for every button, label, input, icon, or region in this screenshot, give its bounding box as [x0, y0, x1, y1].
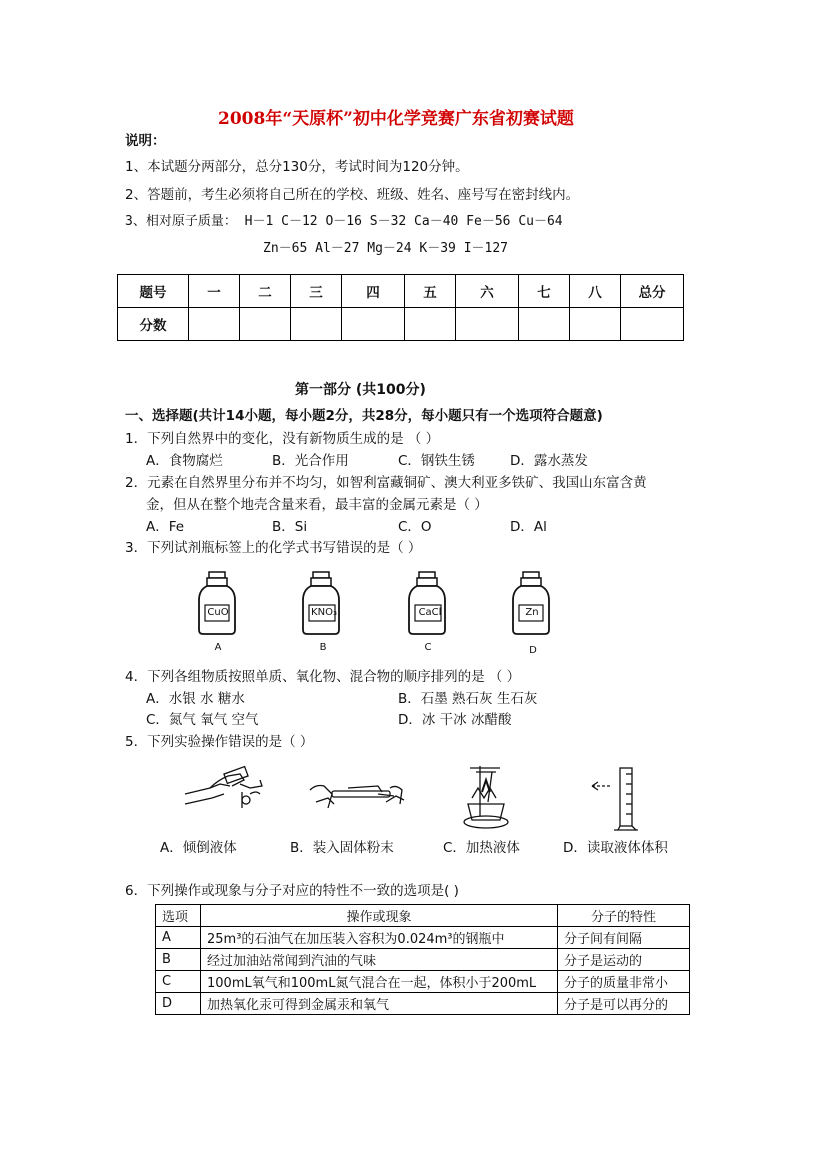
pouring-liquid-icon: [185, 767, 262, 808]
bottle-a-formula: CuO: [207, 607, 229, 618]
q6-row-operation: 加热氧化汞可得到金属汞和氧气: [201, 993, 558, 1015]
q4-option-d: D．冰 干冰 冰醋酸: [398, 712, 512, 728]
q5-option-a: A．倾倒液体: [160, 840, 237, 856]
bottle-c-icon: [409, 572, 445, 634]
q6-row-property: 分子的质量非常小: [558, 971, 690, 993]
adding-powder-icon: [310, 786, 404, 809]
score-header-cell: 三: [291, 275, 342, 308]
bottle-d-icon: [513, 572, 549, 634]
q2-stem: 2．元素在自然界里分布并不均匀，如智利富藏铜矿、澳大利亚多铁矿、我国山东富含黄: [125, 475, 647, 491]
q1-stem: 1．下列自然界中的变化，没有新物质生成的是 （ ）: [125, 431, 440, 447]
table-row: [156, 949, 690, 971]
score-table: [117, 274, 684, 341]
bottle-c-formula: CaCl: [418, 607, 442, 618]
bottle-b-formula: KNO₃: [311, 607, 337, 618]
bottle-d-letter: D: [529, 645, 537, 656]
q6-row-property: 分子是可以再分的: [558, 993, 690, 1015]
bottle-a-letter: A: [214, 642, 222, 653]
score-cell[interactable]: [405, 308, 456, 341]
q6-table: [155, 904, 690, 1015]
q5-option-c: C．加热液体: [443, 840, 520, 856]
section-heading: 一、选择题(共计14小题，每小题2分，共28分，每小题只有一个选项符合题意): [125, 408, 603, 424]
score-row-label: 分数: [118, 308, 189, 341]
score-header-cell: 六: [456, 275, 519, 308]
score-header-cell: 四: [342, 275, 405, 308]
intro-line-2: 2、答题前，考生必须将自己所在的学校、班级、姓名、座号写在密封线内。: [125, 187, 580, 203]
bottle-b-letter: B: [319, 642, 327, 653]
reagent-bottles-figure: [195, 568, 575, 660]
q6-row-operation: 25m³的石油气在加压装入容积为0.024m³的钢瓶中: [201, 927, 558, 949]
q2-option-c: C．O: [398, 519, 432, 535]
q6-row-option: A: [156, 927, 201, 949]
q2-option-a: A．Fe: [146, 519, 185, 535]
q2-option-d: D．Al: [510, 519, 547, 535]
q6-header-option: 选项: [156, 905, 201, 927]
q4-option-a: A．水银 水 糖水: [146, 691, 245, 707]
q4-option-b: B．石墨 熟石灰 生石灰: [398, 691, 538, 707]
score-header-cell: 题号: [118, 275, 189, 308]
q2-stem-continued: 金，但从在整个地壳含量来看，最丰富的金属元素是（ ）: [146, 497, 488, 513]
intro-line-1: 1、本试题分两部分，总分130分，考试时间为120分钟。: [125, 159, 469, 175]
bottle-a-icon: [199, 572, 235, 634]
q6-row-operation: 100mL氧气和100mL氮气混合在一起，体积小于200mL: [201, 971, 558, 993]
score-cell[interactable]: [621, 308, 684, 341]
q4-option-c: C．氮气 氧气 空气: [146, 712, 259, 728]
q6-row-option: C: [156, 971, 201, 993]
q5-option-d: D．读取液体体积: [563, 840, 668, 856]
q1-option-c: C．钢铁生锈: [398, 453, 475, 469]
score-cell[interactable]: [189, 308, 240, 341]
score-cell[interactable]: [456, 308, 519, 341]
intro-line-4: Zn－65 Al－27 Mg－24 K－39 I－127: [263, 241, 509, 256]
bottle-b-icon: [303, 572, 339, 634]
score-header-cell: 五: [405, 275, 456, 308]
score-header-cell: 八: [570, 275, 621, 308]
table-row: [156, 927, 690, 949]
q6-header-row: [156, 905, 690, 927]
score-cell[interactable]: [570, 308, 621, 341]
table-row: [156, 993, 690, 1015]
q1-option-b: B．光合作用: [272, 453, 349, 469]
score-table-score-row: [118, 308, 684, 341]
q6-row-operation: 经过加油站常闻到汽油的气味: [201, 949, 558, 971]
q4-stem: 4．下列各组物质按照单质、氧化物、混合物的顺序排列的是 （ ）: [125, 669, 521, 685]
bottle-d-formula: Zn: [525, 607, 539, 618]
q5-option-b: B．装入固体粉末: [290, 840, 394, 856]
q6-row-property: 分子间有间隔: [558, 927, 690, 949]
score-cell[interactable]: [342, 308, 405, 341]
score-header-cell: 七: [519, 275, 570, 308]
score-header-cell: 二: [240, 275, 291, 308]
q1-option-a: A．食物腐烂: [146, 453, 223, 469]
score-table-header-row: [118, 275, 684, 308]
score-cell[interactable]: [291, 308, 342, 341]
score-cell[interactable]: [240, 308, 291, 341]
bottle-c-letter: C: [424, 642, 432, 653]
q6-row-property: 分子是运动的: [558, 949, 690, 971]
reading-volume-icon: [592, 768, 638, 830]
score-cell[interactable]: [519, 308, 570, 341]
lab-operations-figure: [180, 764, 640, 834]
page-title: 2008年“天原杯”初中化学竞赛广东省初赛试题: [218, 109, 574, 129]
q6-row-option: D: [156, 993, 201, 1015]
q2-option-b: B．Si: [272, 519, 308, 535]
q6-stem: 6．下列操作或现象与分子对应的特性不一致的选项是( ): [125, 883, 459, 899]
q6-header-operation: 操作或现象: [201, 905, 558, 927]
q3-stem: 3．下列试剂瓶标签上的化学式书写错误的是（ ）: [125, 540, 422, 556]
score-header-cell: 一: [189, 275, 240, 308]
intro-heading: 说明：: [125, 133, 166, 149]
score-header-cell: 总分: [621, 275, 684, 308]
part1-heading: 第一部分 (共100分): [295, 382, 426, 398]
q1-option-d: D．露水蒸发: [510, 453, 588, 469]
table-row: [156, 971, 690, 993]
heating-liquid-icon: [464, 766, 508, 828]
intro-line-3: 3、相对原子质量： H－1 C－12 O－16 S－32 Ca－40 Fe－56 Cu－64: [125, 214, 563, 229]
q6-header-property: 分子的特性: [558, 905, 690, 927]
q5-stem: 5．下列实验操作错误的是（ ）: [125, 734, 314, 750]
q6-row-option: B: [156, 949, 201, 971]
